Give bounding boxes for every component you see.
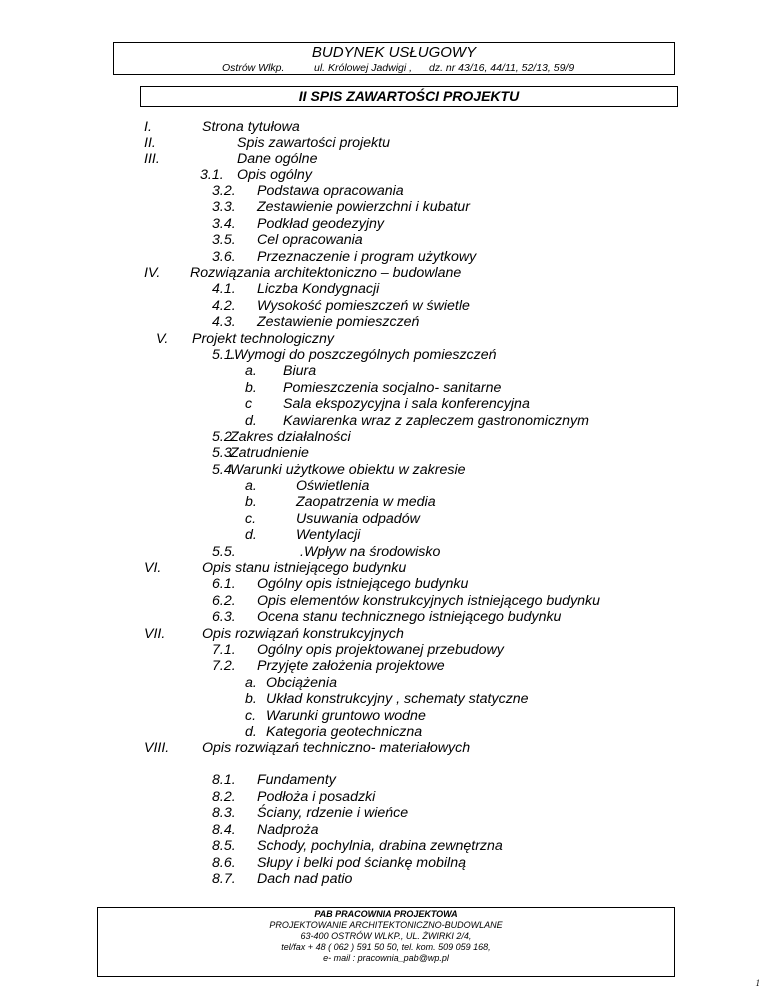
toc-item-text: Pomieszczenia socjalno- sanitarne [283, 380, 502, 396]
toc-item-text: Ocena stanu technicznego istniejącego budynku [257, 609, 562, 625]
toc-item-text: Dach nad patio [257, 871, 353, 887]
toc-item-text: Opis rozwiązań konstrukcyjnych [202, 626, 404, 642]
toc-item-number: b. [245, 380, 257, 396]
toc-item-text: Ogólny opis projektowanej przebudowy [257, 642, 504, 658]
toc-item-number: VI. [144, 560, 162, 576]
toc-item-number: 5.2. [212, 429, 236, 445]
toc-item-number: VII. [144, 626, 166, 642]
footer-line: PROJEKTOWANIE ARCHITEKTONICZNO-BUDOWLANE [269, 920, 503, 930]
toc-item-text: Zestawienie pomieszczeń [257, 314, 420, 330]
page-number: 1 [755, 978, 760, 988]
toc-item-number: d. [245, 413, 257, 429]
toc-item-text: .Wymogi do poszczególnych pomieszczeń [230, 347, 497, 363]
toc-item-number: c [245, 396, 253, 412]
toc-item-number: b. [245, 494, 257, 510]
toc-item-text: Opis elementów konstrukcyjnych istniejącego budynku [257, 593, 601, 609]
section-title: II SPIS ZAWARTOŚCI PROJEKTU [140, 86, 678, 107]
toc-item-text: Opis rozwiązań techniczno- materiałowych [202, 740, 471, 756]
toc-item-text: Przeznaczenie i program użytkowy [257, 249, 477, 265]
toc-item-text: Spis zawartości projektu [237, 135, 390, 151]
footer-firm: PAB PRACOWNIA PROJEKTOWA [314, 909, 458, 919]
toc-item-number: 3.2. [212, 183, 236, 199]
toc-item-number: 3.4. [212, 216, 236, 232]
toc-item-text: Oświetlenia [296, 478, 370, 494]
toc-item-number: IV. [144, 265, 161, 281]
toc-item-text: Zaopatrzenia w media [296, 494, 436, 510]
toc-item-text: Projekt technologiczny [192, 331, 334, 347]
document-header [113, 42, 675, 75]
toc-item-number: 8.6. [212, 855, 236, 871]
document-title: BUDYNEK USŁUGOWY [311, 44, 477, 61]
document-footer [97, 907, 675, 977]
toc-item-text: Ściany, rdzenie i wieńce [257, 805, 409, 821]
toc-item-number: VIII. [144, 740, 170, 756]
toc-item-number: 6.1. [212, 576, 236, 592]
toc-item-text: Zatrudnienie [230, 445, 309, 461]
toc-item-number: d. [245, 724, 257, 740]
footer-line: e- mail : pracownia_pab@wp.pl [323, 953, 449, 963]
header-location: Ostrów Wlkp. [222, 62, 285, 74]
toc-item-number: 5.4. [212, 462, 236, 478]
header-plots: dz. nr 43/16, 44/11, 52/13, 59/9 [429, 62, 575, 74]
header-address: ul. Królowej Jadwigi , [314, 62, 413, 74]
toc-item-number: 8.5. [212, 838, 236, 854]
toc-item-number: II. [144, 135, 156, 151]
toc-item-number: 8.7. [212, 871, 236, 887]
toc-item-text: Wysokość pomieszczeń w świetle [257, 298, 470, 314]
toc-item-text: Podstawa opracowania [257, 183, 404, 199]
toc-item-text: Podkład geodezyjny [257, 216, 384, 232]
toc-item-number: 8.4. [212, 822, 236, 838]
footer-line: tel/fax + 48 ( 062 ) 591 50 50, tel. kom. 509 059 168, [281, 942, 491, 952]
toc-item-text: Obciążenia [266, 675, 337, 691]
toc-item-number: 3.1. [200, 167, 224, 183]
toc-item-number: 4.3. [212, 314, 236, 330]
toc-item-number: III. [144, 151, 160, 167]
toc-item-text: Przyjęte założenia projektowe [257, 658, 445, 674]
toc-item-text: Ogólny opis istniejącego budynku [257, 576, 469, 592]
toc-item-number: 4.1. [212, 281, 236, 297]
toc-item-text: Nadproża [257, 822, 319, 838]
toc-item-number: b. [245, 691, 257, 707]
toc-item-text: Usuwania odpadów [296, 511, 420, 527]
toc-item-text: Wentylacji [296, 527, 361, 543]
toc-item-text: Zestawienie powierzchni i kubatur [257, 199, 470, 215]
toc-item-text: Zakres działalności [230, 429, 351, 445]
toc-item-text: Sala ekspozycyjna i sala konferencyjna [283, 396, 530, 412]
toc-item-text: Fundamenty [257, 772, 336, 788]
toc-item-text: Schody, pochylnia, drabina zewnętrzna [257, 838, 503, 854]
toc-item-text: Rozwiązania architektoniczno – budowlane [190, 265, 462, 281]
toc-item-number: 8.1. [212, 772, 236, 788]
toc-item-text: Kawiarenka wraz z zapleczem gastronomicznym [283, 413, 589, 429]
toc-item-number: 3.6. [212, 249, 236, 265]
toc-item-text: Układ konstrukcyjny , schematy statyczne [266, 691, 529, 707]
toc-item-number: 5.3. [212, 445, 236, 461]
toc-item-text: Opis ogólny [237, 167, 312, 183]
toc-item-number: 6.3. [212, 609, 236, 625]
toc-item-number: I. [144, 119, 152, 135]
toc-item-number: d. [245, 527, 257, 543]
toc-item-number: a. [245, 363, 257, 379]
toc-item-text: Słupy i belki pod ściankę mobilną [257, 855, 466, 871]
toc-item-text: Opis stanu istniejącego budynku [202, 560, 407, 576]
toc-item-text: Biura [283, 363, 317, 379]
toc-item-number: a. [245, 675, 257, 691]
toc-item-text: .Wpływ na środowisko [300, 544, 441, 560]
toc-item-text: Cel opracowania [257, 232, 363, 248]
toc-item-number: c. [245, 511, 257, 527]
toc-item-text: Strona tytułowa [202, 119, 300, 135]
toc-item-text: Liczba Kondygnacji [257, 281, 380, 297]
toc-item-number: a. [245, 478, 257, 494]
toc-item-number: 3.5. [212, 232, 236, 248]
toc-item-number: 8.2. [212, 789, 236, 805]
toc-item-number: 7.2. [212, 658, 236, 674]
toc-item-number: 7.1. [212, 642, 236, 658]
footer-line: 63-400 OSTRÓW WLKP., UL. ŻWIRKI 2/4, [300, 931, 472, 941]
toc-item-number: c. [245, 708, 257, 724]
toc-item-number: 5.5. [212, 544, 236, 560]
toc-item-number: 4.2. [212, 298, 236, 314]
toc-item-number: 3.3. [212, 199, 236, 215]
toc-item-number: 8.3. [212, 805, 236, 821]
toc-item-number: 5.1. [212, 347, 236, 363]
toc-item-text: Warunki użytkowe obiektu w zakresie [230, 462, 466, 478]
toc-item-text: Warunki gruntowo wodne [266, 708, 426, 724]
toc-item-number: V. [156, 331, 169, 347]
toc-item-text: Dane ogólne [237, 151, 318, 167]
toc-item-text: Podłoża i posadzki [257, 789, 376, 805]
toc-item-number: 6.2. [212, 593, 236, 609]
toc-item-text: Kategoria geotechniczna [266, 724, 423, 740]
